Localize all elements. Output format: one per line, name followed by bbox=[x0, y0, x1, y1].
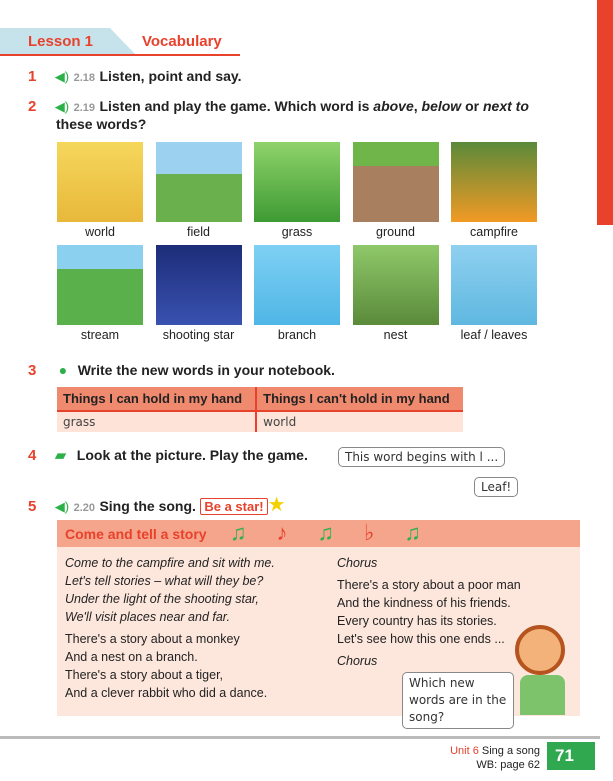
picture-field bbox=[156, 142, 242, 222]
track-number: 2.18 bbox=[73, 72, 95, 84]
activity-4 bbox=[28, 446, 308, 465]
track-number: 2.19 bbox=[73, 102, 95, 114]
activity-3 bbox=[28, 362, 335, 380]
picture-label: field bbox=[187, 225, 210, 239]
activity-number: 5 bbox=[28, 498, 37, 515]
picture-world bbox=[57, 142, 143, 222]
instruction: Listen, point and say. bbox=[99, 68, 242, 84]
lyric-line: There's a story about a poor man bbox=[337, 578, 521, 592]
page-number: 71 bbox=[547, 742, 595, 770]
chorus-label: Chorus bbox=[337, 556, 378, 570]
audio-icon[interactable]: ◀) bbox=[54, 499, 70, 514]
be-a-star-badge: Be a star! bbox=[200, 498, 267, 515]
speech-bubble: Leaf! bbox=[474, 477, 518, 497]
lightbulb-icon: ● bbox=[58, 362, 68, 378]
footer-rule bbox=[0, 736, 600, 739]
activity-number: 3 bbox=[28, 362, 37, 379]
picture-stream bbox=[57, 245, 143, 325]
lyric-line: There's a story about a monkey bbox=[65, 632, 240, 646]
picture-branch bbox=[254, 245, 340, 325]
instruction: Listen and play the game. Which word is bbox=[99, 98, 374, 114]
word-above: above bbox=[373, 98, 414, 114]
song-title: Come and tell a story bbox=[65, 526, 207, 542]
table-header: Things I can hold in my hand bbox=[57, 387, 256, 411]
activity-1 bbox=[28, 68, 242, 86]
song-chorus bbox=[337, 554, 537, 670]
table-cell: grass bbox=[57, 411, 256, 432]
music-notes-icon: ♫♪♫♭♫ bbox=[230, 520, 451, 545]
picture-campfire bbox=[451, 142, 537, 222]
song-verses bbox=[65, 554, 325, 702]
lyric-line: Every country has its stories. bbox=[337, 614, 497, 628]
activity-5 bbox=[28, 492, 286, 517]
picture-label: leaf / leaves bbox=[460, 328, 528, 342]
picture-label: shooting star bbox=[162, 328, 235, 342]
picture-label: grass bbox=[281, 225, 313, 239]
picture-label: ground bbox=[376, 225, 415, 239]
speech-bubble: Which new words are in the song? bbox=[402, 672, 514, 729]
boy-illustration bbox=[515, 625, 565, 675]
table-header: Things I can't hold in my hand bbox=[256, 387, 463, 411]
unit-title: Sing a song bbox=[481, 745, 540, 757]
audio-icon[interactable]: ◀) bbox=[54, 69, 70, 84]
instruction: Look at the picture. Play the game. bbox=[76, 447, 308, 463]
side-tab bbox=[597, 0, 613, 225]
table-cell: world bbox=[256, 411, 463, 432]
picture-label: nest bbox=[383, 328, 408, 342]
audio-icon[interactable]: ◀) bbox=[54, 99, 70, 114]
activity-number: 4 bbox=[28, 447, 37, 464]
picture-ground bbox=[353, 142, 439, 222]
picture-shooting-star bbox=[156, 245, 242, 325]
picture-label: stream bbox=[80, 328, 120, 342]
instruction-cont: these words? bbox=[56, 116, 147, 132]
instruction: Write the new words in your notebook. bbox=[77, 362, 335, 378]
lyric-line: There's a story about a tiger, bbox=[65, 668, 224, 682]
workbook-ref: WB: page 62 bbox=[476, 759, 540, 771]
word-below: below bbox=[421, 98, 462, 114]
section-title: Vocabulary bbox=[142, 33, 222, 50]
lyric-line: Let's tell stories – what will they be? bbox=[65, 574, 264, 588]
picture-label: branch bbox=[277, 328, 317, 342]
picture-label: campfire bbox=[470, 225, 518, 239]
picture-label: world bbox=[85, 225, 115, 239]
lyric-line: And a nest on a branch. bbox=[65, 650, 198, 664]
lyric-line: And the kindness of his friends. bbox=[337, 596, 511, 610]
track-number: 2.20 bbox=[73, 502, 95, 514]
word-next-to: next to bbox=[482, 98, 529, 114]
comma: , bbox=[413, 98, 422, 114]
lyric-line: Under the light of the shooting star, bbox=[65, 592, 259, 606]
words-table bbox=[57, 387, 463, 432]
star-icon: ★ bbox=[267, 494, 286, 516]
activity-number: 1 bbox=[28, 68, 37, 85]
picture-leaf-leaves bbox=[451, 245, 537, 325]
lyric-line: We'll visit places near and far. bbox=[65, 610, 230, 624]
chorus-label: Chorus bbox=[337, 654, 378, 668]
footer-info bbox=[440, 744, 540, 772]
lesson-label: Lesson 1 bbox=[28, 33, 94, 50]
unit-label: Unit 6 bbox=[450, 745, 479, 757]
header-rule bbox=[0, 54, 240, 56]
speech-bubble: This word begins with l ... bbox=[338, 447, 505, 467]
lyric-line: Let's see how this one ends ... bbox=[337, 632, 505, 646]
speech-bubbles-icon: ▰ bbox=[54, 447, 67, 464]
lyric-line: And a clever rabbit who did a dance. bbox=[65, 686, 268, 700]
picture-grass bbox=[254, 142, 340, 222]
boy-body bbox=[520, 675, 565, 715]
lyric-line: Come to the campfire and sit with me. bbox=[65, 556, 275, 570]
activity-2 bbox=[28, 98, 568, 132]
instruction: Sing the song. bbox=[99, 498, 196, 514]
word-or: or bbox=[461, 98, 483, 114]
picture-nest bbox=[353, 245, 439, 325]
activity-number: 2 bbox=[28, 98, 37, 115]
